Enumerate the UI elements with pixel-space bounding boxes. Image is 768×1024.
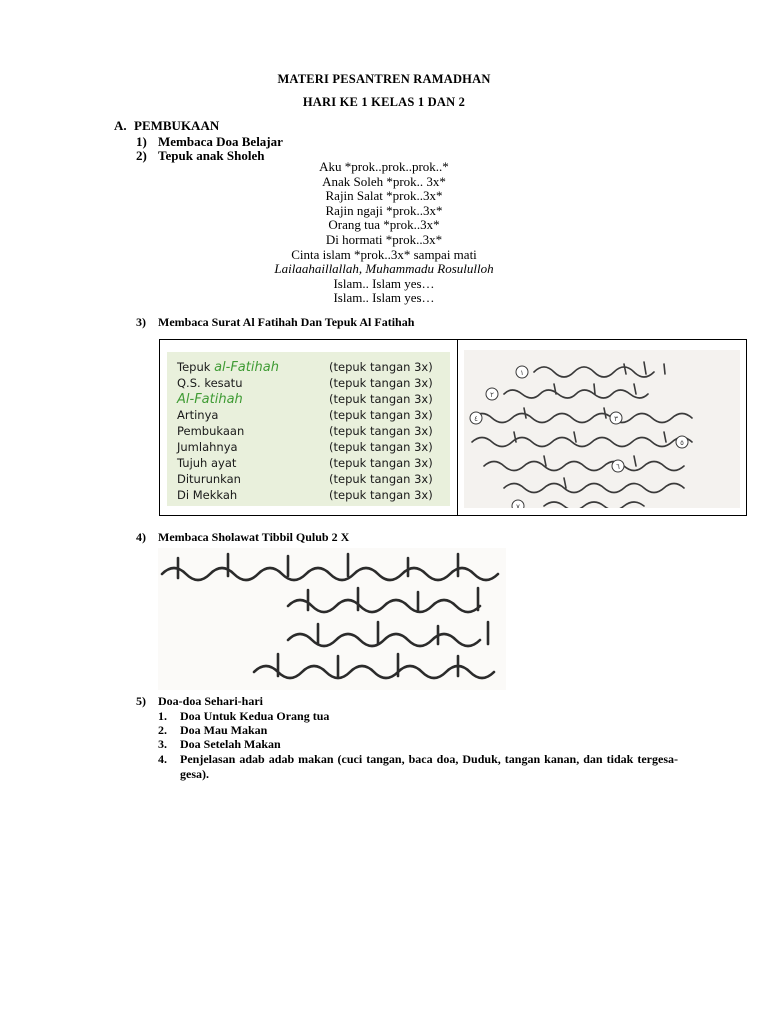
table-divider xyxy=(457,340,458,515)
sublist-item xyxy=(158,723,267,738)
table-cell-key: Diturunkan xyxy=(177,472,241,486)
tepuk-fatihah-table xyxy=(159,339,747,516)
table-cell-key xyxy=(177,360,279,375)
section-heading xyxy=(114,118,219,134)
sublist-item xyxy=(158,737,281,752)
row-key-green: al-Fatihah xyxy=(214,360,279,375)
list-item xyxy=(136,530,349,545)
chant-closing-line: Islam.. Islam yes… xyxy=(333,275,435,291)
quran-fatihah-image xyxy=(464,350,740,508)
table-cell-key: Di Mekkah xyxy=(177,488,238,502)
section-title: PEMBUKAAN xyxy=(134,118,220,133)
table-cell-value: (tepuk tangan 3x) xyxy=(329,392,433,406)
list-item xyxy=(136,315,414,330)
table-cell-value: (tepuk tangan 3x) xyxy=(329,424,433,438)
svg-text:٢: ٢ xyxy=(490,391,494,399)
chant-line: Anak Soleh *prok.. 3x* xyxy=(322,173,446,189)
list-number: 3) xyxy=(136,315,146,329)
chant-line: Rajin ngaji *prok..3x* xyxy=(325,202,443,218)
chant-line: Orang tua *prok..3x* xyxy=(328,217,440,233)
svg-text:٤: ٤ xyxy=(474,415,478,423)
sublist-number: 2. xyxy=(158,723,167,737)
table-cell-key: Al-Fatihah xyxy=(177,392,243,407)
chant-closing-line: Islam.. Islam yes… xyxy=(333,290,435,306)
row-prefix: Tepuk xyxy=(177,360,215,374)
sublist-text: Doa Mau Makan xyxy=(180,723,268,737)
sublist-text: Doa Setelah Makan xyxy=(180,737,281,751)
table-cell-value: (tepuk tangan 3x) xyxy=(329,376,433,390)
table-cell-value: (tepuk tangan 3x) xyxy=(329,456,433,470)
list-number: 4) xyxy=(136,530,146,544)
list-text: Membaca Surat Al Fatihah Dan Tepuk Al Fatihah xyxy=(158,315,415,329)
section-label: A. xyxy=(114,118,127,133)
table-cell-key: Artinya xyxy=(177,408,219,422)
sublist-text: Penjelasan adab adab makan (cuci tangan, baca doa, Duduk, tangan kanan, dan tidak tergesa-gesa). xyxy=(180,752,678,781)
svg-text:٦: ٦ xyxy=(616,463,620,471)
sublist-text: Doa Untuk Kedua Orang tua xyxy=(180,709,330,723)
table-cell-key: Q.S. kesatu xyxy=(177,376,243,390)
list-text: Tepuk anak Sholeh xyxy=(158,148,265,163)
svg-text:٥: ٥ xyxy=(680,439,684,447)
sublist-item xyxy=(158,709,329,724)
table-cell-key: Jumlahnya xyxy=(177,440,238,454)
document-title: MATERI PESANTREN RAMADHAN xyxy=(277,72,491,86)
table-cell-value: (tepuk tangan 3x) xyxy=(329,408,433,422)
table-cell-value: (tepuk tangan 3x) xyxy=(329,472,433,486)
chant-line: Aku *prok..prok..prok..* xyxy=(319,159,449,174)
sublist-item xyxy=(158,752,678,781)
list-number: 2) xyxy=(136,148,147,163)
table-cell-value: (tepuk tangan 3x) xyxy=(329,488,433,502)
chant-italic-line: Lailaahaillallah, Muhammadu Rosululloh xyxy=(274,261,494,277)
list-number: 1) xyxy=(136,134,147,149)
table-cell-value: (tepuk tangan 3x) xyxy=(329,360,433,374)
document-subtitle: HARI KE 1 KELAS 1 DAN 2 xyxy=(302,95,466,109)
sholawat-image xyxy=(158,548,506,690)
chant-line: Cinta islam *prok..3x* sampai mati xyxy=(291,246,477,262)
table-cell-key: Tujuh ayat xyxy=(177,456,237,470)
list-item xyxy=(136,694,263,709)
chant-line: Rajin Salat *prok..3x* xyxy=(325,188,443,204)
sublist-number: 3. xyxy=(158,737,167,751)
list-text: Membaca Sholawat Tibbil Qulub 2 X xyxy=(158,530,350,544)
tepuk-panel xyxy=(167,352,450,506)
chant-block xyxy=(0,160,768,306)
svg-text:٣: ٣ xyxy=(614,415,618,423)
svg-text:٧: ٧ xyxy=(516,503,520,508)
table-cell-value: (tepuk tangan 3x) xyxy=(329,440,433,454)
list-text: Membaca Doa Belajar xyxy=(158,134,283,149)
sublist-number: 4. xyxy=(158,752,167,766)
table-cell-key: Pembukaan xyxy=(177,424,245,438)
list-text: Doa-doa Sehari-hari xyxy=(158,694,263,708)
sublist-number: 1. xyxy=(158,709,167,723)
svg-text:١: ١ xyxy=(520,369,524,377)
chant-line: Di hormati *prok..3x* xyxy=(325,231,443,247)
list-number: 5) xyxy=(136,694,146,708)
